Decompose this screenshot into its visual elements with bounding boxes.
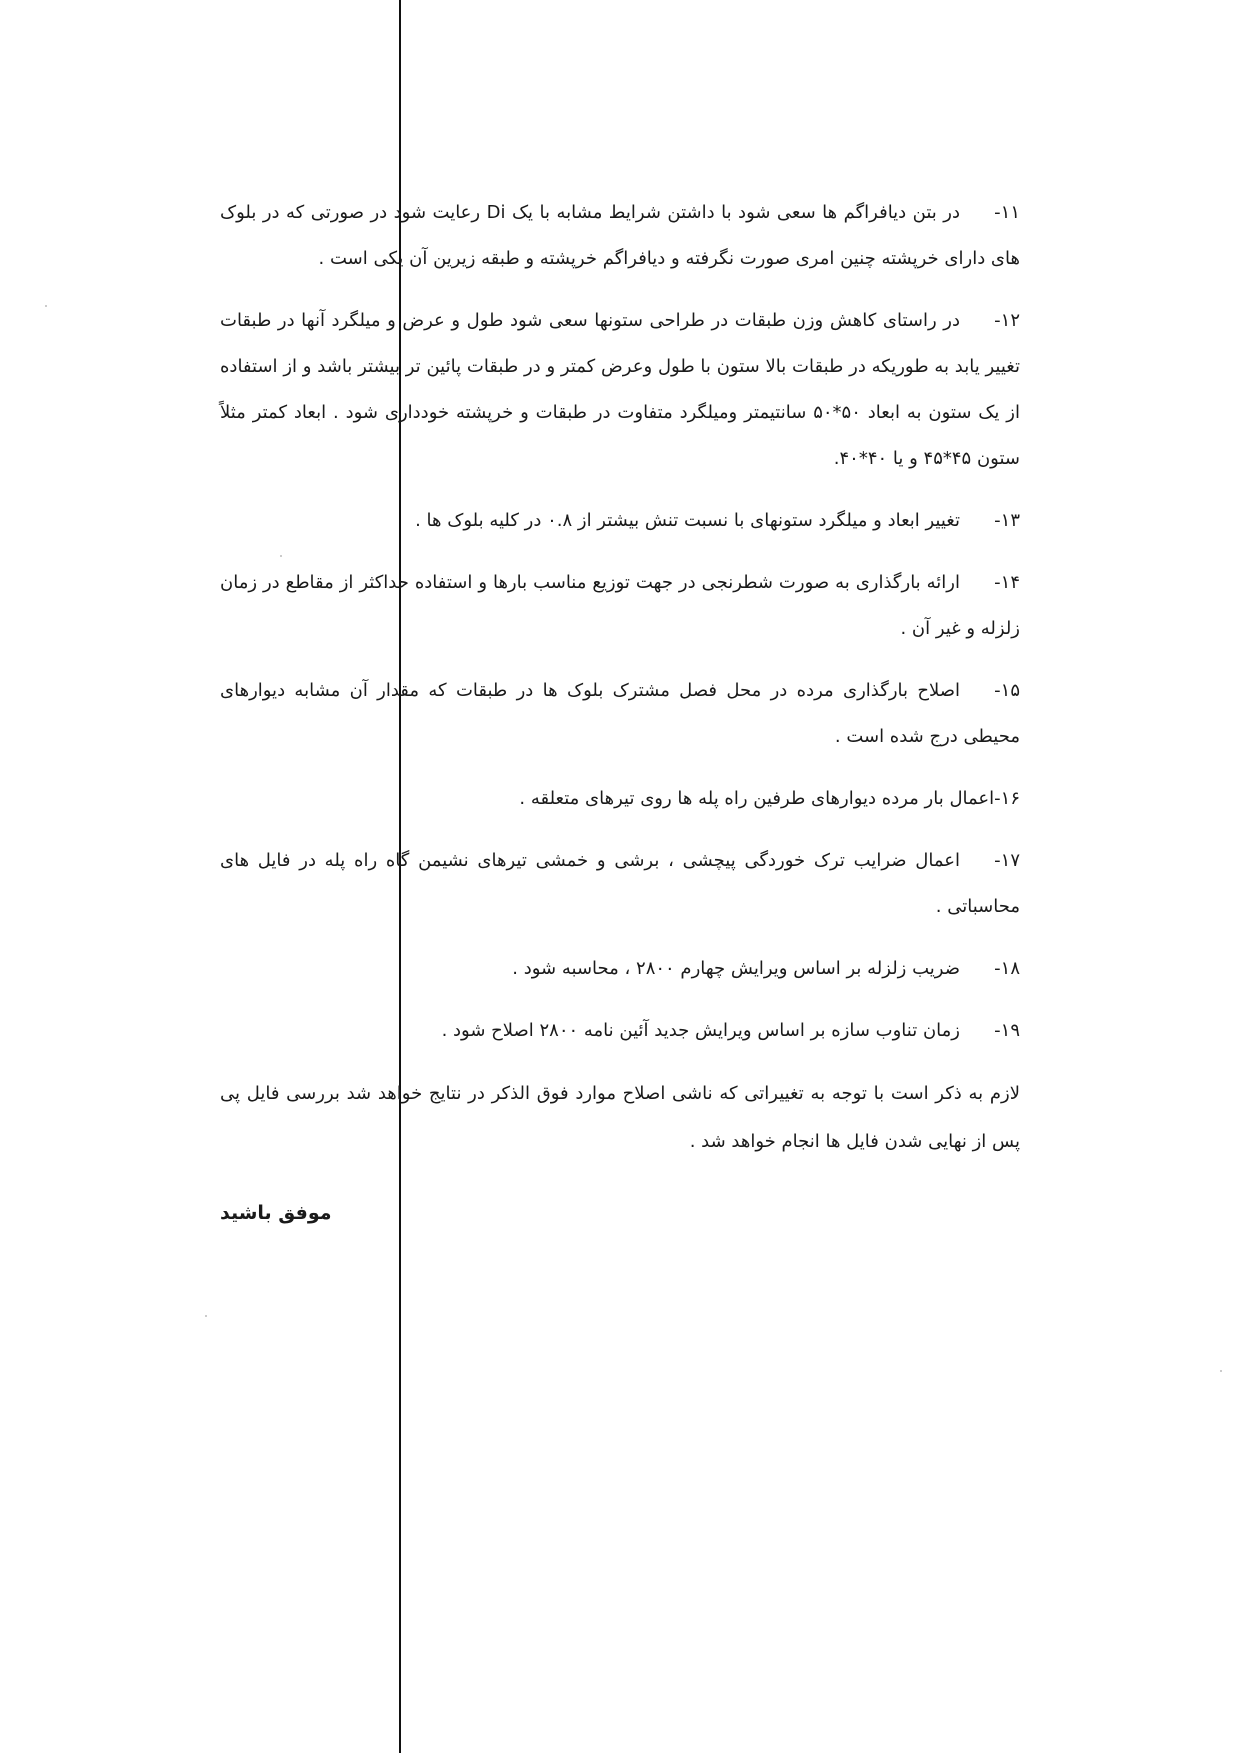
closing-salutation: موفق باشید — [220, 1202, 332, 1224]
item-number: ۱۸- — [994, 958, 1020, 979]
document-body — [220, 190, 1020, 1166]
item-text: در بتن دیافراگم ها سعی شود با داشتن شرایط مشابه با یک Di رعایت شود در صورتی که در بلوک های دارای خرپشته چنین امری صورت نگرفته و دیافراگم خرپشته و طبقه زیرین آن یکی است . — [220, 202, 1020, 269]
list-item-16 — [220, 776, 1020, 822]
item-number: ۱۷- — [994, 850, 1020, 871]
item-number: ۱۹- — [994, 1020, 1020, 1041]
item-text: ضریب زلزله بر اساس ویرایش چهارم ۲۸۰۰ ، محاسبه شود . — [512, 958, 960, 979]
scan-speck — [45, 305, 47, 307]
list-item-12 — [220, 298, 1020, 482]
item-text: اصلاح بارگذاری مرده در محل فصل مشترک بلوک ها در طبقات که مقدار آن مشابه دیوارهای محیطی درج شده است . — [220, 680, 1020, 747]
list-item-17 — [220, 838, 1020, 930]
list-item-15 — [220, 668, 1020, 760]
item-number: ۱۴- — [994, 572, 1020, 593]
item-text: ارائه بارگذاری به صورت شطرنجی در جهت توزیع مناسب بارها و استفاده حداکثر از مقاطع در زمان زلزله و غیر آن . — [220, 572, 1020, 639]
item-text: زمان تناوب سازه بر اساس ویرایش جدید آئین نامه ۲۸۰۰ اصلاح شود . — [441, 1020, 960, 1041]
item-number: ۱۶- — [994, 788, 1020, 809]
item-number: ۱۲- — [994, 310, 1020, 331]
closing-note: لازم به ذکر است با توجه به تغییراتی که ناشی اصلاح موارد فوق الذکر در نتایج خواهد شد بررسی فایل پی پس از نهایی شدن فایل ها انجام خواهد شد . — [220, 1083, 1020, 1152]
list-item-14 — [220, 560, 1020, 652]
item-text: تغییر ابعاد و میلگرد ستونهای با نسبت تنش بیشتر از ۰.۸ در کلیه بلوک ها . — [415, 510, 960, 531]
item-text: اعمال ضرایب ترک خوردگی پیچشی ، برشی و خمشی تیرهای نشیمن گاه راه پله در فایل های محاسباتی . — [220, 850, 1020, 917]
item-number: ۱۳- — [994, 510, 1020, 531]
scan-speck — [205, 1315, 207, 1317]
item-number: ۱۵- — [994, 680, 1020, 701]
item-text: اعمال بار مرده دیوارهای طرفین راه پله ها روی تیرهای متعلقه . — [519, 788, 995, 809]
item-number: ۱۱- — [994, 202, 1020, 223]
list-item-13 — [220, 498, 1020, 544]
list-item-19 — [220, 1008, 1020, 1054]
list-item-11 — [220, 190, 1020, 282]
scan-speck — [1220, 1370, 1222, 1372]
list-item-18 — [220, 946, 1020, 992]
item-text: در راستای کاهش وزن طبقات در طراحی ستونها سعی شود طول و عرض و میلگرد آنها در طبقات تغییر یابد به طوریکه در طبقات بالا ستون با طول وعرض کمتر و در طبقات پائین تر بیشتر باشد و از استفاده از یک ستون به ابعاد ۵۰*۵۰ سانتیمتر ومیلگرد متفاوت در طبقات و خرپشته خودداری شود . ابعاد کمتر مثلاً ستون ۴۵*۴۵ و یا ۴۰*۴۰. — [220, 310, 1021, 469]
